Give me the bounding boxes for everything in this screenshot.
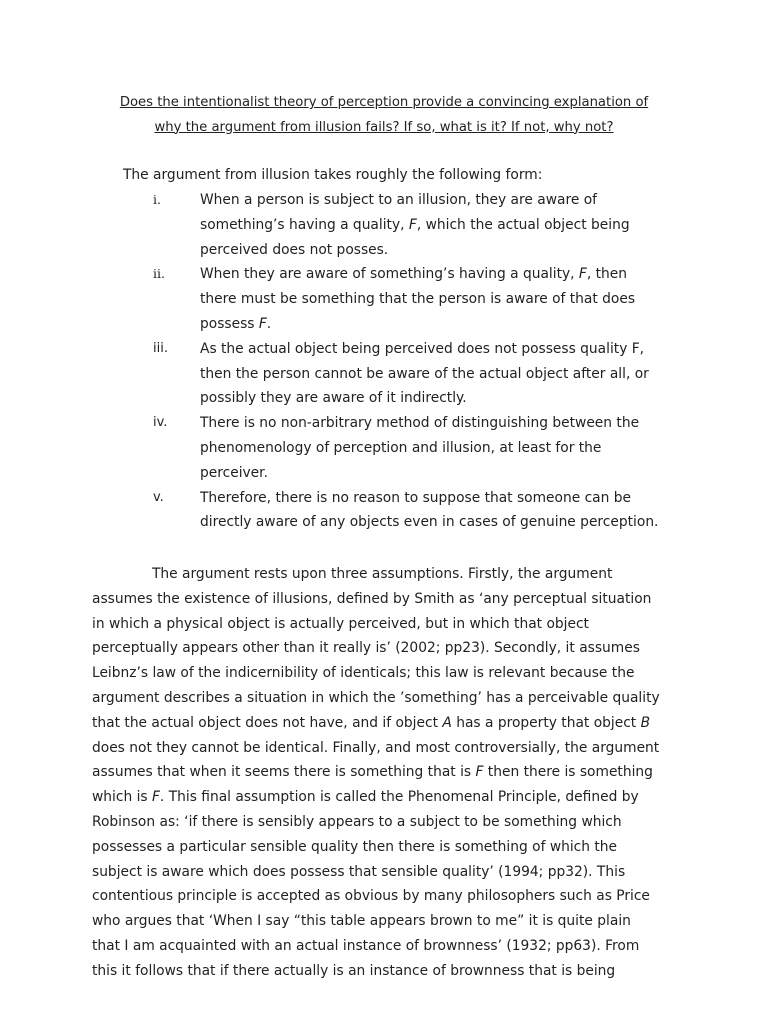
- paragraph-line: assumes the existence of illusions, defined by Smith as ‘any perceptual situation: [92, 590, 652, 607]
- paragraph-line: argument describes a situation in which the ’something’ has a perceivable quality: [92, 689, 660, 706]
- paragraph-line: in which a physical object is actually perceived, but in which that object: [92, 615, 589, 632]
- list-item: [0, 337, 768, 411]
- list-line: As the actual object being perceived does not possess quality F,: [200, 340, 645, 357]
- list-item: [0, 262, 768, 336]
- paragraph-line: contentious principle is accepted as obvious by many philosophers such as Price: [92, 888, 650, 905]
- list-line: possibly they are aware of it indirectly.: [200, 390, 467, 407]
- paragraph-line: does not they cannot be identical. Finally, and most controversially, the argument: [92, 739, 660, 756]
- list-number: i.: [153, 192, 161, 207]
- list-line: perceiver.: [200, 464, 268, 481]
- paragraph-line: The argument rests upon three assumptions. Firstly, the argument: [152, 566, 613, 582]
- body-paragraph: [92, 562, 692, 984]
- list-line: there must be something that the person is aware of that does: [200, 291, 636, 308]
- list-line: then the person cannot be aware of the actual object after all, or: [200, 365, 649, 382]
- essay-title: [60, 91, 708, 140]
- list-line: When a person is subject to an illusion, they are aware of: [200, 192, 597, 208]
- paragraph-line: perceptually appears other than it really is’ (2002; pp23). Secondly, it assumes: [92, 640, 640, 657]
- paragraph-line: who argues that ‘When I say “this table appears brown to me” it is quite plain: [92, 913, 631, 930]
- paragraph-line: that I am acquainted with an actual instance of brownness’ (1932; pp63). From: [92, 937, 640, 954]
- argument-list: [0, 188, 768, 535]
- list-line: Therefore, there is no reason to suppose that someone can be: [200, 489, 632, 506]
- list-line: something’s having a quality, F, which the actual object being: [200, 216, 630, 233]
- list-line: There is no non-arbitrary method of distinguishing between the: [200, 415, 640, 432]
- paragraph-line: assumes that when it seems there is something that is F then there is something: [92, 764, 653, 781]
- list-item: [0, 188, 768, 262]
- paragraph-line: subject is aware which does possess that sensible quality’ (1994; pp32). This: [92, 863, 626, 880]
- list-number: v.: [153, 489, 164, 505]
- list-item: [0, 411, 768, 485]
- list-number: iv.: [153, 415, 168, 431]
- list-line: When they are aware of something’s having a quality, F, then: [200, 266, 628, 283]
- list-number: iii.: [153, 340, 168, 356]
- paragraph-line: Leibnz’s law of the indicernibility of identicals; this law is relevant because the: [92, 665, 635, 682]
- list-line: phenomenology of perception and illusion, at least for the: [200, 439, 602, 456]
- list-line: possess F.: [200, 315, 272, 332]
- list-number: ii.: [153, 266, 165, 282]
- list-item: [0, 486, 768, 536]
- paragraph-line: that the actual object does not have, and if object A has a property that object B: [92, 714, 651, 731]
- paragraph-line: this it follows that if there actually is an instance of brownness that is being: [92, 962, 616, 979]
- list-line: perceived does not posses.: [200, 241, 389, 258]
- paragraph-line: possesses a particular sensible quality then there is something of which the: [92, 838, 618, 855]
- paragraph-line: Robinson as: ‘if there is sensibly appears to a subject to be something which: [92, 813, 622, 830]
- list-line: directly aware of any objects even in cases of genuine perception.: [200, 514, 659, 531]
- title-line: Does the intentionalist theory of perception provide a convincing explanation of: [119, 95, 649, 110]
- intro-sentence: The argument from illusion takes roughly the following form:: [123, 167, 543, 183]
- title-line: why the argument from illusion fails? If so, what is it? If not, why not?: [154, 119, 614, 135]
- paragraph-line: which is F. This final assumption is called the Phenomenal Principle, defined by: [92, 789, 639, 806]
